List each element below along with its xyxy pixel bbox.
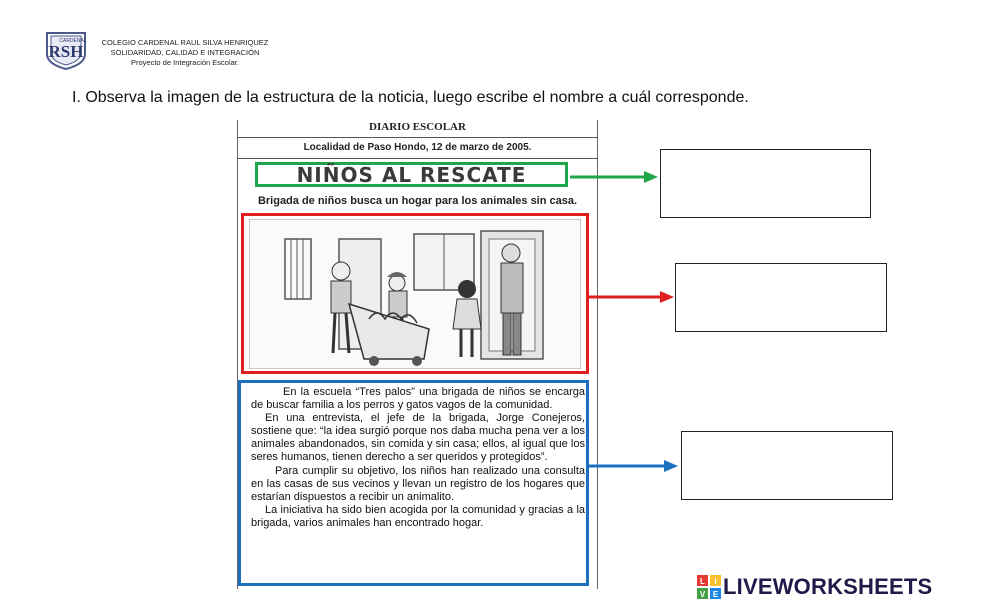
instruction-text: I. Observa la imagen de la estructura de la noticia, luego escribe el nombre a cuál corresponde. xyxy=(72,89,749,106)
body-paragraph: Para cumplir su objetivo, los niños han realizado una consulta en las casas de sus vecinos y llevan un registro de los hogares que estarían dispuestos a recibir un animalito. xyxy=(251,464,585,503)
body-paragraph: La iniciativa ha sido bien acogida por la comunidad y gracias a la brigada, varios animales han encontrado hogar. xyxy=(251,503,585,529)
answer-box-body[interactable] xyxy=(681,431,893,500)
svg-text:V: V xyxy=(699,590,706,599)
svg-text:RSH: RSH xyxy=(48,42,84,61)
subheadline: Brigada de niños busca un hogar para los animales sin casa. xyxy=(257,195,578,207)
school-name: COLEGIO CARDENAL RAUL SILVA HENRIQUEZ xyxy=(101,38,269,47)
svg-text:E: E xyxy=(712,590,719,599)
school-motto: SOLIDARIDAD, CALIDAD E INTEGRACIÓN xyxy=(110,48,260,57)
blue-arrow xyxy=(589,460,678,472)
svg-text:L: L xyxy=(700,577,705,586)
body-paragraph: En una entrevista, el jefe de la brigada, Jorge Conejeros, sostiene que: “la idea surgió porque nos daba mucha pena ver a los animales abandonados, sin comida y sin casa; ellos, al igual que los seres humanos, tienen derecho a ser queridos y protegidos”. xyxy=(251,412,585,464)
newspaper-name: DIARIO ESCOLAR xyxy=(369,121,466,133)
answer-box-illustration[interactable] xyxy=(675,263,887,332)
svg-text:CARDENAL: CARDENAL xyxy=(59,38,87,44)
school-program: Proyecto de Integración Escolar. xyxy=(131,58,239,67)
liveworksheets-badge-icon xyxy=(697,575,721,599)
body-paragraph: En la escuela “Tres palos” una brigada de niños se encarga de buscar familia a los perros y gatos vagos de la comunidad. xyxy=(251,386,585,412)
headline: NIÑOS AL RESCATE xyxy=(296,163,527,187)
red-arrow xyxy=(589,291,674,303)
answer-box-headline[interactable] xyxy=(660,149,871,218)
green-arrow xyxy=(570,171,658,183)
dateline: Localidad de Paso Hondo, 12 de marzo de 2005. xyxy=(303,142,532,153)
svg-text:I: I xyxy=(714,577,717,586)
liveworksheets-logo-text: LIVEWORKSHEETS xyxy=(723,574,933,599)
